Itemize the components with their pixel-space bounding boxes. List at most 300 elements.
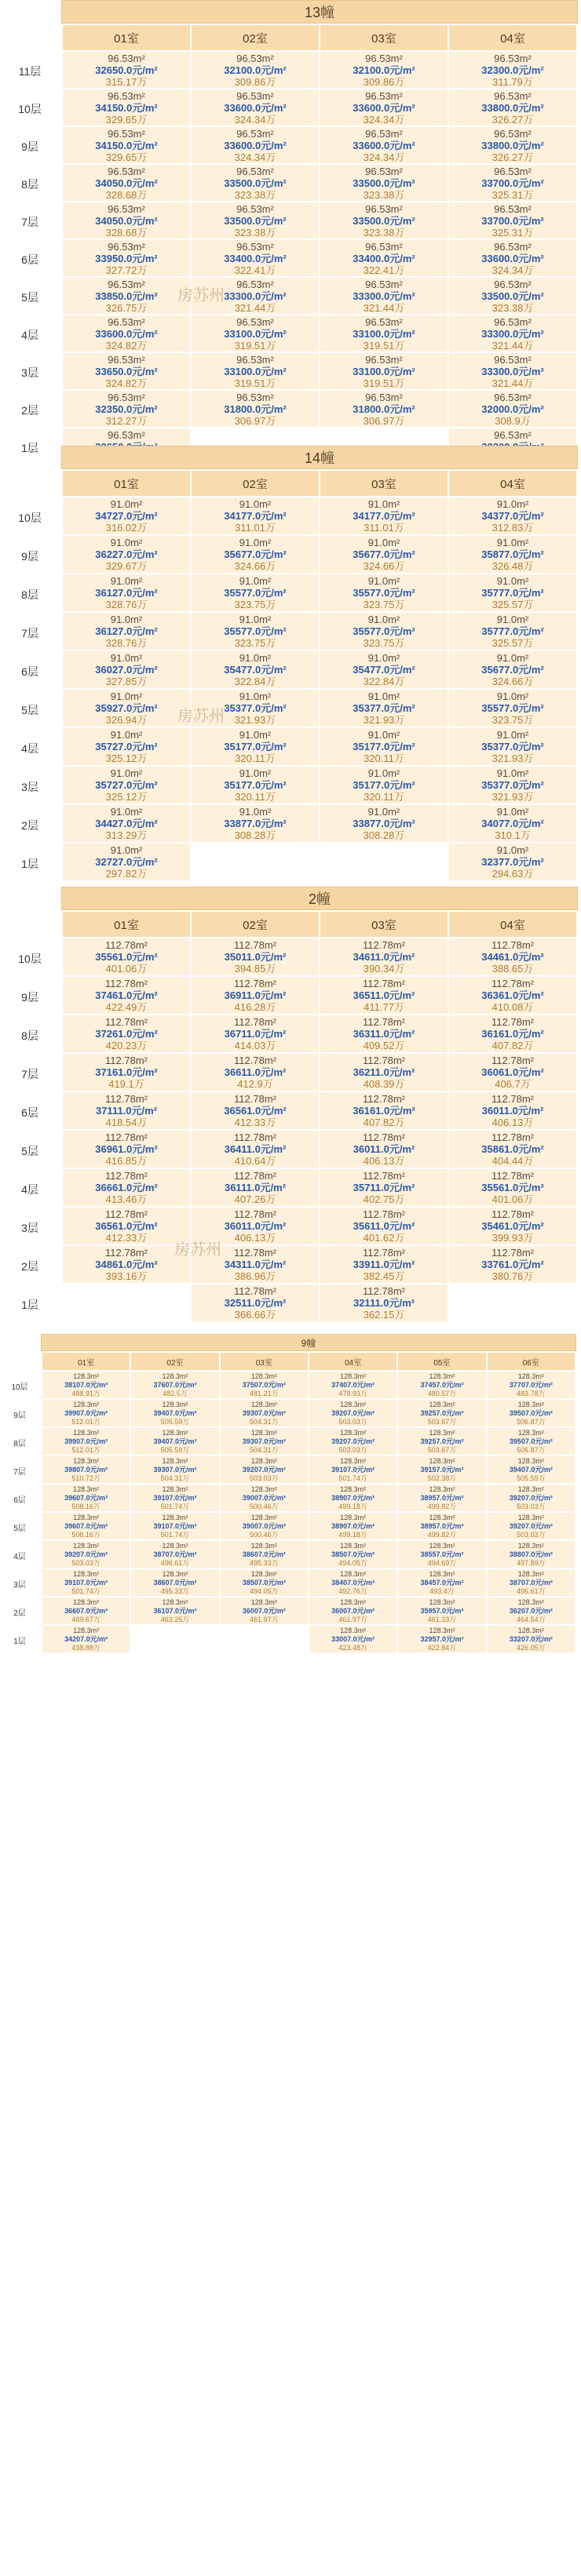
unit-price: 39307.0元/m² [242,1408,286,1417]
floor-label: 6层 [21,253,38,266]
unit-area: 91.0m² [496,575,529,587]
unit-total: 406.13万 [363,1155,405,1167]
unit-cell [449,1131,576,1168]
unit-price: 35711.0元/m² [353,1182,415,1193]
room-header: 06室 [488,1353,575,1370]
unit-total: 323.75万 [363,599,405,610]
unit-price: 33850.0元/m² [95,290,158,302]
unit-area: 96.53m² [108,52,145,64]
unit-total: 423.48万 [338,1643,367,1652]
unit-cell [488,1569,575,1596]
unit-cell [398,1372,485,1398]
unit-area: 91.0m² [496,690,529,702]
unit-area: 128.3m² [517,1513,544,1521]
unit-price: 34727.0元/m² [95,510,158,522]
unit-area: 112.78m² [105,1016,148,1028]
unit-price: 36161.0元/m² [353,1105,415,1117]
unit-price: 31800.0元/m² [224,403,287,415]
unit-cell [449,1169,576,1206]
unit-cell [449,690,576,727]
unit-area: 112.78m² [363,1285,405,1297]
unit-cell [309,1400,396,1426]
unit-area: 112.78m² [234,939,276,951]
unit-total: 503.03万 [338,1417,367,1426]
unit-area: 128.3m² [429,1400,455,1408]
unit-price: 35477.0元/m² [353,664,415,676]
unit-price: 39407.0元/m² [153,1437,197,1445]
unit-price: 34427.0元/m² [95,818,158,829]
unit-price: 39607.0元/m² [64,1493,108,1502]
unit-area: 91.0m² [110,729,143,741]
unit-price: 35727.0元/m² [95,741,158,752]
unit-area: 91.0m² [110,767,143,779]
floor-label: 2层 [21,818,38,832]
unit-price: 36411.0元/m² [224,1143,287,1155]
unit-cell [192,767,319,803]
unit-cell [320,613,448,650]
unit-cell [63,1284,190,1321]
unit-area: 128.3m² [162,1598,188,1606]
floor-label: 1层 [13,1638,26,1646]
unit-area: 112.78m² [491,978,534,989]
unit-cell [309,1626,396,1652]
unit-price: 33500.0元/m² [224,214,287,227]
unit-area: 96.53m² [108,428,145,441]
floor-label: 2层 [21,404,38,417]
unit-area: 96.53m² [108,240,145,253]
room-header: 04室 [449,471,576,496]
unit-area: 96.53m² [236,391,274,403]
unit-cell [131,1485,218,1511]
unit-cell [192,938,319,975]
unit-area: 112.78m² [234,1055,276,1066]
unit-price: 32511.0元/m² [224,1297,287,1309]
unit-cell [42,1541,130,1568]
floor-label: 3层 [21,366,38,379]
unit-area: 91.0m² [239,652,272,664]
floor-label: 5层 [21,703,38,716]
unit-total: 326.75万 [105,301,148,314]
unit-price: 34611.0元/m² [353,951,415,963]
unit-price: 35677.0元/m² [481,664,544,676]
floor-label: 7层 [21,1067,38,1080]
unit-cell [131,1456,218,1483]
unit-price: 33600.0元/m² [353,101,415,114]
unit-price: 32111.0元/m² [353,1297,415,1309]
room-header: 03室 [320,25,448,50]
unit-cell [320,353,448,389]
unit-price: 33650.0元/m² [95,365,158,377]
unit-area: 128.3m² [429,1456,455,1465]
unit-total: 503.67万 [427,1417,457,1426]
building-table [0,446,581,882]
unit-total: 501.74万 [338,1474,367,1482]
unit-price: 37607.0元/m² [153,1380,197,1389]
unit-total: 499.18万 [338,1530,367,1539]
floor-row [63,536,576,573]
unit-area: 128.3m² [340,1541,367,1550]
unit-total: 426.05万 [517,1643,546,1652]
unit-total: 321.44万 [234,301,276,314]
floor-row [63,315,576,352]
unit-cell [131,1372,218,1398]
unit-area: 128.3m² [73,1541,100,1550]
unit-total: 499.18万 [338,1502,367,1510]
unit-cell [488,1400,575,1426]
unit-total: 294.63万 [491,868,534,880]
unit-area: 112.78m² [234,1247,276,1259]
unit-area: 128.3m² [73,1598,100,1606]
unit-price: 39507.0元/m² [509,1437,553,1445]
unit-area: 128.3m² [340,1372,367,1380]
unit-area: 112.78m² [363,939,405,951]
unit-cell [309,1541,396,1568]
unit-total: 461.97万 [250,1615,279,1623]
unit-cell [320,315,448,352]
unit-total: 323.38万 [234,188,276,201]
floor-row [63,574,576,611]
unit-area: 128.3m² [429,1598,455,1606]
unit-total: 309.86万 [234,75,276,88]
unit-area: 128.3m² [73,1456,100,1465]
unit-total: 504.31万 [250,1445,279,1454]
unit-total: 321.93万 [234,714,276,726]
unit-area: 128.3m² [250,1456,277,1465]
unit-cell [221,1513,308,1539]
floor-row [63,1208,576,1244]
unit-cell [42,1626,130,1652]
unit-area: 128.3m² [517,1485,544,1493]
unit-price: 36127.0元/m² [95,587,158,599]
unit-cell [63,938,190,975]
unit-area: 128.3m² [340,1485,367,1493]
unit-price: 34077.0元/m² [481,818,544,829]
unit-total: 407.82万 [491,1040,534,1051]
unit-total: 496.61万 [517,1587,546,1595]
unit-cell [221,1598,308,1624]
unit-cell [192,391,319,427]
floor-label: 6层 [21,665,38,678]
unit-price: 32377.0元/m² [481,856,544,868]
unit-area: 91.0m² [367,806,400,818]
unit-area: 112.78m² [105,1093,148,1105]
unit-total: 496.61万 [160,1558,190,1567]
unit-total: 319.51万 [234,377,276,389]
unit-total: 323.75万 [363,637,405,649]
floor-row [42,1513,575,1539]
unit-total: 469.67万 [71,1615,100,1623]
floor-label: 9层 [21,140,38,153]
unit-cell [398,1400,485,1426]
floor-row [63,353,576,389]
unit-area: 112.78m² [363,1055,405,1066]
unit-price: 38607.0元/m² [242,1550,286,1558]
unit-area: 91.0m² [110,844,143,856]
floor-row [63,805,576,842]
unit-total: 492.76万 [338,1587,367,1595]
building-title: 13幢 [61,0,578,24]
unit-cell [42,1598,130,1624]
unit-cell [63,690,190,727]
unit-total: 382.45万 [363,1270,405,1282]
unit-cell [320,1208,448,1244]
unit-total: 362.15万 [363,1309,405,1321]
unit-area: 112.78m² [105,1247,148,1259]
unit-area: 91.0m² [496,844,529,856]
unit-total: 501.74万 [160,1530,190,1539]
unit-area: 91.0m² [239,575,272,587]
unit-total: 322.84万 [363,676,405,687]
unit-price: 33950.0元/m² [95,252,158,264]
unit-area: 128.3m² [73,1626,100,1634]
unit-cell [63,278,190,314]
floor-row [42,1428,575,1455]
unit-area: 128.3m² [162,1400,188,1408]
floor-label: 6层 [21,1106,38,1119]
unit-price: 33300.0元/m² [481,365,544,377]
unit-price: 35577.0元/m² [224,587,287,599]
unit-price: 35177.0元/m² [224,741,287,752]
unit-area: 96.53m² [108,315,145,328]
floor-label: 2层 [21,1259,38,1273]
unit-total: 407.82万 [363,1117,405,1128]
unit-total: 328.76万 [105,599,148,610]
unit-price: 35957.0元/m² [420,1606,464,1615]
unit-price: 38957.0元/m² [420,1521,464,1530]
floor-row [42,1541,575,1568]
unit-cell [488,1456,575,1483]
unit-cell [63,315,190,352]
unit-cell [320,977,448,1014]
unit-cell [449,938,576,975]
unit-cell [320,497,448,534]
unit-area: 91.0m² [496,498,529,510]
unit-area: 112.78m² [491,1131,534,1143]
unit-price: 38707.0元/m² [509,1578,553,1587]
unit-area: 96.53m² [236,240,274,253]
unit-total: 482.5万 [163,1389,188,1397]
unit-price: 37261.0元/m² [95,1028,158,1040]
unit-area: 128.3m² [340,1513,367,1521]
unit-cell [449,202,576,239]
unit-total: 503.03万 [517,1530,546,1539]
floor-row [63,843,576,880]
unit-total: 401.06万 [105,963,148,975]
unit-area: 112.78m² [234,1285,276,1297]
unit-total: 499.82万 [427,1530,457,1539]
unit-area: 128.3m² [250,1513,277,1521]
unit-area: 96.53m² [236,278,274,290]
unit-total: 418.54万 [105,1117,148,1128]
unit-total: 320.11万 [364,752,404,764]
unit-area: 112.78m² [491,939,534,951]
unit-area: 112.78m² [234,1093,276,1105]
unit-price: 38457.0元/m² [420,1578,464,1587]
unit-cell [449,574,576,611]
unit-price: 33600.0元/m² [481,252,544,264]
unit-cell [320,690,448,727]
unit-price: 36961.0元/m² [95,1143,158,1155]
room-header: 05室 [398,1353,485,1370]
unit-price: 35677.0元/m² [224,548,287,560]
unit-total: 323.75万 [491,714,534,726]
unit-area: 128.3m² [517,1569,544,1578]
unit-total: 493.4万 [429,1587,455,1595]
unit-area: 96.53m² [494,278,532,290]
unit-total: 502.38万 [427,1474,457,1482]
unit-area: 128.3m² [429,1541,455,1550]
unit-total: 461.97万 [338,1615,367,1623]
unit-cell [320,1284,448,1321]
unit-total: 324.82万 [105,377,148,389]
unit-price: 36561.0元/m² [224,1105,287,1117]
unit-total: 479.93万 [338,1389,367,1397]
unit-cell [449,728,576,765]
unit-area: 128.3m² [250,1569,277,1578]
unit-area: 96.53m² [236,165,274,177]
unit-total: 315.17万 [105,75,148,88]
unit-price: 35611.0元/m² [353,1220,415,1232]
unit-area: 128.3m² [340,1428,367,1437]
floor-label: 10层 [18,511,42,524]
unit-area: 96.53m² [494,315,532,328]
unit-cell [320,536,448,573]
unit-total: 438.88万 [71,1643,100,1652]
unit-total: 404.44万 [491,1155,534,1167]
unit-area: 128.3m² [162,1372,188,1380]
floor-row [63,240,576,276]
unit-area: 128.3m² [162,1541,188,1550]
unit-price: 33400.0元/m² [353,252,415,264]
unit-price: 32100.0元/m² [224,64,287,76]
floor-row [63,278,576,314]
room-header: 02室 [192,471,319,496]
floor-row [63,1284,576,1321]
unit-cell [42,1400,130,1426]
unit-cell [192,1015,319,1052]
unit-total: 306.97万 [363,414,405,427]
unit-total: 505.59万 [517,1474,546,1482]
unit-price: 39007.0元/m² [242,1521,286,1530]
unit-cell [192,240,319,276]
unit-price: 39107.0元/m² [331,1465,375,1474]
unit-price: 35577.0元/m² [353,587,415,599]
unit-price: 35777.0元/m² [481,587,544,599]
unit-total: 324.34万 [491,264,534,276]
building-title: 9幢 [41,1334,576,1351]
floor-label: 11层 [18,65,42,78]
unit-price: 38407.0元/m² [331,1578,375,1587]
room-header: 04室 [449,25,576,50]
unit-cell [449,1054,576,1091]
unit-price: 36011.0元/m² [481,1105,544,1117]
unit-price: 38107.0元/m² [64,1380,108,1389]
unit-cell [192,613,319,650]
unit-area: 96.53m² [365,202,403,215]
unit-total: 323.38万 [234,226,276,239]
unit-cell [42,1372,130,1398]
unit-total: 308.28万 [363,829,405,841]
unit-area: 128.3m² [250,1598,277,1606]
building-table [0,0,581,466]
unit-total: 321.93万 [491,791,534,803]
unit-area: 96.53m² [108,89,145,102]
unit-price: 39607.0元/m² [64,1521,108,1530]
unit-price: 37457.0元/m² [420,1380,464,1389]
unit-cell [449,805,576,842]
unit-area: 128.3m² [73,1569,100,1578]
building-table [0,887,581,1323]
unit-cell [449,613,576,650]
unit-total: 366.66万 [234,1309,276,1321]
unit-area: 128.3m² [517,1372,544,1380]
unit-total: 406.7万 [495,1078,531,1090]
unit-total: 324.34万 [234,151,276,163]
floor-label: 10层 [18,103,42,115]
unit-cell [488,1372,575,1398]
unit-price: 33100.0元/m² [353,327,415,340]
unit-area: 112.78m² [491,1055,534,1066]
unit-cell [488,1598,575,1624]
unit-cell [449,391,576,427]
unit-price: 33800.0元/m² [481,139,544,151]
unit-cell [449,240,576,276]
unit-cell [449,353,576,389]
unit-cell [320,89,448,126]
unit-price: 36511.0元/m² [353,989,415,1001]
unit-area: 128.3m² [250,1428,277,1437]
unit-total: 506.87万 [517,1445,546,1454]
floor-row [42,1485,575,1511]
unit-cell [192,843,319,880]
floor-row [42,1626,575,1652]
unit-cell [192,1054,319,1091]
unit-price: 35727.0元/m² [95,779,158,791]
unit-area: 112.78m² [105,1170,148,1182]
unit-area: 91.0m² [367,767,400,779]
unit-price: 35377.0元/m² [481,741,544,752]
unit-total: 326.27万 [491,113,534,126]
unit-cell [63,165,190,201]
unit-cell [192,497,319,534]
unit-price: 38607.0元/m² [153,1578,197,1587]
unit-total: 297.82万 [105,868,148,880]
unit-cell [63,1015,190,1052]
unit-area: 128.3m² [73,1428,100,1437]
unit-total: 386.96万 [234,1270,276,1282]
unit-cell [63,353,190,389]
unit-total: 323.38万 [363,226,405,239]
unit-cell [42,1428,130,1455]
unit-area: 112.78m² [105,939,148,951]
unit-price: 37111.0元/m² [95,1105,158,1117]
unit-cell [131,1541,218,1568]
unit-total: 500.46万 [250,1502,279,1510]
floor-row [42,1598,575,1624]
unit-area: 91.0m² [367,614,400,625]
unit-cell [320,843,448,880]
unit-cell [131,1400,218,1426]
unit-price: 34050.0元/m² [95,214,158,227]
unit-cell [320,202,448,239]
unit-cell [192,315,319,352]
unit-total: 319.51万 [363,377,405,389]
unit-cell [398,1456,485,1483]
unit-area: 91.0m² [496,537,529,548]
unit-cell [221,1541,308,1568]
unit-area: 91.0m² [367,729,400,741]
unit-cell [449,315,576,352]
